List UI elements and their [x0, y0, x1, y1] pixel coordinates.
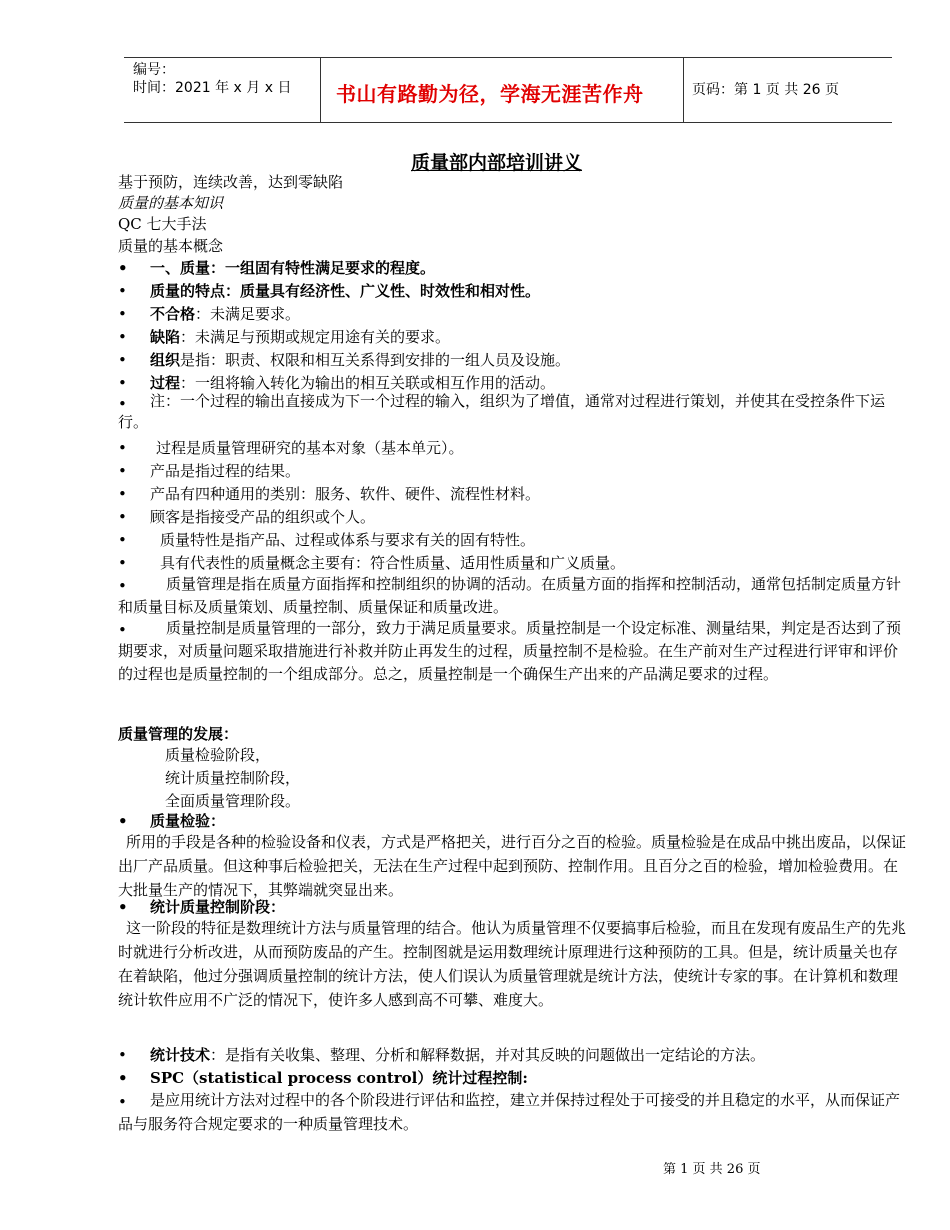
bullet-quality-def: 一、质量：一组固有特性满足要求的程度。: [150, 259, 436, 277]
term-text: ：未满足与预期或规定用途有关的要求。: [180, 328, 451, 346]
bullet: •: [118, 1069, 128, 1087]
bullet-process-object: 过程是质量管理研究的基本对象（基本单元）。: [156, 439, 464, 457]
bullet-process: [150, 373, 555, 393]
bullet-quality-management: 质量管理是指在质量方面指挥和控制组织的协调的活动。在质量方面的指挥和控制活动，通常包括制定质量方针和质量目标及质量策划、质量控制、质量保证和质量改进。: [118, 575, 902, 616]
header-divider: [320, 57, 321, 123]
subtitle: 基于预防，连续改善，达到零缺陷: [118, 173, 344, 191]
term-text: ：未满足要求。: [195, 305, 301, 323]
bullet-quality-concepts: 具有代表性的质量概念主要有：符合性质量、适用性质量和广义质量。: [160, 554, 626, 572]
bullet: •: [118, 439, 127, 457]
bullet-note: 注：一个过程的输出直接成为下一个过程的输入，组织为了增值，通常对过程进行策划，并使其在受控条件下运行。: [118, 392, 886, 431]
bullet: •: [118, 554, 127, 572]
header-motto: 书山有路勤为径，学海无涯苦作舟: [336, 82, 644, 106]
bullet: •: [118, 898, 128, 916]
header-page-label: 页码：第 1 页 共 26 页: [692, 82, 839, 98]
bullet-organization: [150, 350, 570, 370]
bullet: •: [118, 305, 127, 323]
stage-total: 全面质量管理阶段。: [165, 792, 301, 810]
inspection-heading: 质量检验：: [150, 812, 226, 830]
spc-definition: 是应用统计方法对过程中的各个阶段进行评估和监控，建立并保持过程处于可接受的并且稳定的水平，从而保证产品与服务符合规定要求的一种质量管理技术。: [118, 1091, 901, 1133]
bullet: •: [118, 485, 127, 503]
bullet-nonconformity: [150, 304, 300, 324]
bullet: •: [118, 462, 127, 480]
header-bottom-rule: [124, 122, 892, 123]
bullet: •: [118, 395, 127, 413]
bullet: •: [118, 508, 127, 526]
term-label: 过程: [150, 374, 181, 392]
term-label: 组织: [150, 351, 181, 369]
bullet: •: [118, 531, 127, 549]
term-label: 缺陷: [150, 328, 181, 346]
term-text: ：是指有关收集、整理、分析和解释数据，并对其反映的问题做出一定结论的方法。: [210, 1046, 766, 1064]
bullet: •: [118, 1046, 127, 1064]
bullet: •: [118, 351, 127, 369]
section-heading: 质量的基本知识: [118, 194, 224, 212]
bullet: •: [118, 577, 127, 595]
bullet: •: [118, 812, 128, 830]
bullet: •: [118, 374, 127, 392]
inspection-paragraph: 所用的手段是各种的检验设备和仪表，方式是严格把关，进行百分之百的检验。质量检验是在成品中挑出废品，以保证出厂产品质量。但这种事后检验把关，无法在生产过程中起到预防、控制作用。且百分之百的检验，增加检验费用。在大批量生产的情况下，其弊端就突显出来。: [118, 833, 907, 899]
bullet: •: [118, 259, 128, 277]
stage-statistical: 统计质量控制阶段，: [165, 769, 301, 787]
bullet-quality-characteristic: 质量特性是指产品、过程或体系与要求有关的固有特性。: [160, 531, 536, 549]
statistical-stage-paragraph: 这一阶段的特征是数理统计方法与质量管理的结合。他认为质量管理不仅要搞事后检验，而且在发现有废品生产的先兆时就进行分析改进，从而预防废品的产生。控制图就是运用数理统计原理进行这种预防的工具。但是，统计质量关也存在着缺陷，他过分强调质量控制的统计方法，使人们误认为质量管理就是统计方法，使统计专家的事。在计算机和数理统计软件应用不广泛的情况下，使许多人感到高不可攀、难度大。: [118, 919, 907, 1009]
statistical-technique: [150, 1045, 765, 1065]
header-time-label: 时间：2021 年 x 月 x 日: [133, 80, 292, 96]
bullet-quality-control: 质量控制是质量管理的一部分，致力于满足质量要求。质量控制是一个设定标准、测量结果，判定是否达到了预期要求，对质量问题采取措施进行补救并防止再发生的过程，质量控制不是检验。在生产前对生产过程进行评审和评价的过程也是质量控制的一个组成部分。总之，质量控制是一个确保生产出来的产品满足要求的过程。: [118, 619, 902, 683]
qc-line: QC 七大手法: [118, 215, 207, 233]
page-footer: 第 1 页 共 26 页: [663, 1162, 761, 1177]
document-title: 质量部内部培训讲义: [411, 152, 583, 174]
bullet: •: [118, 282, 127, 300]
header-divider: [683, 57, 684, 123]
term-label: 统计技术: [150, 1046, 211, 1064]
bullet-product-categories: 产品有四种通用的类别：服务、软件、硬件、流程性材料。: [150, 485, 541, 503]
bullet-defect: [150, 327, 450, 347]
spc-heading: SPC（statistical process control）统计过程控制:: [150, 1069, 528, 1087]
bullet: •: [118, 328, 127, 346]
bullet-product: 产品是指过程的结果。: [150, 462, 301, 480]
bullet-customer: 顾客是指接受产品的组织或个人。: [150, 508, 376, 526]
header-top-rule: [124, 57, 892, 58]
term-label: 不合格: [150, 305, 196, 323]
bullet-quality-traits: 质量的特点：质量具有经济性、广义性、时效性和相对性。: [150, 282, 541, 300]
term-text: 是指：职责、权限和相互关系得到安排的一组人员及设施。: [180, 351, 571, 369]
bullet: •: [118, 621, 127, 639]
stage-inspection: 质量检验阶段，: [165, 746, 271, 764]
development-heading: 质量管理的发展：: [118, 725, 239, 743]
statistical-stage-heading: 统计质量控制阶段：: [150, 898, 286, 916]
bullet: •: [118, 1093, 127, 1111]
concept-heading: 质量的基本概念: [118, 237, 224, 255]
term-text: ：一组将输入转化为输出的相互关联或相互作用的活动。: [180, 374, 556, 392]
header-number-label: 编号：: [133, 62, 175, 78]
